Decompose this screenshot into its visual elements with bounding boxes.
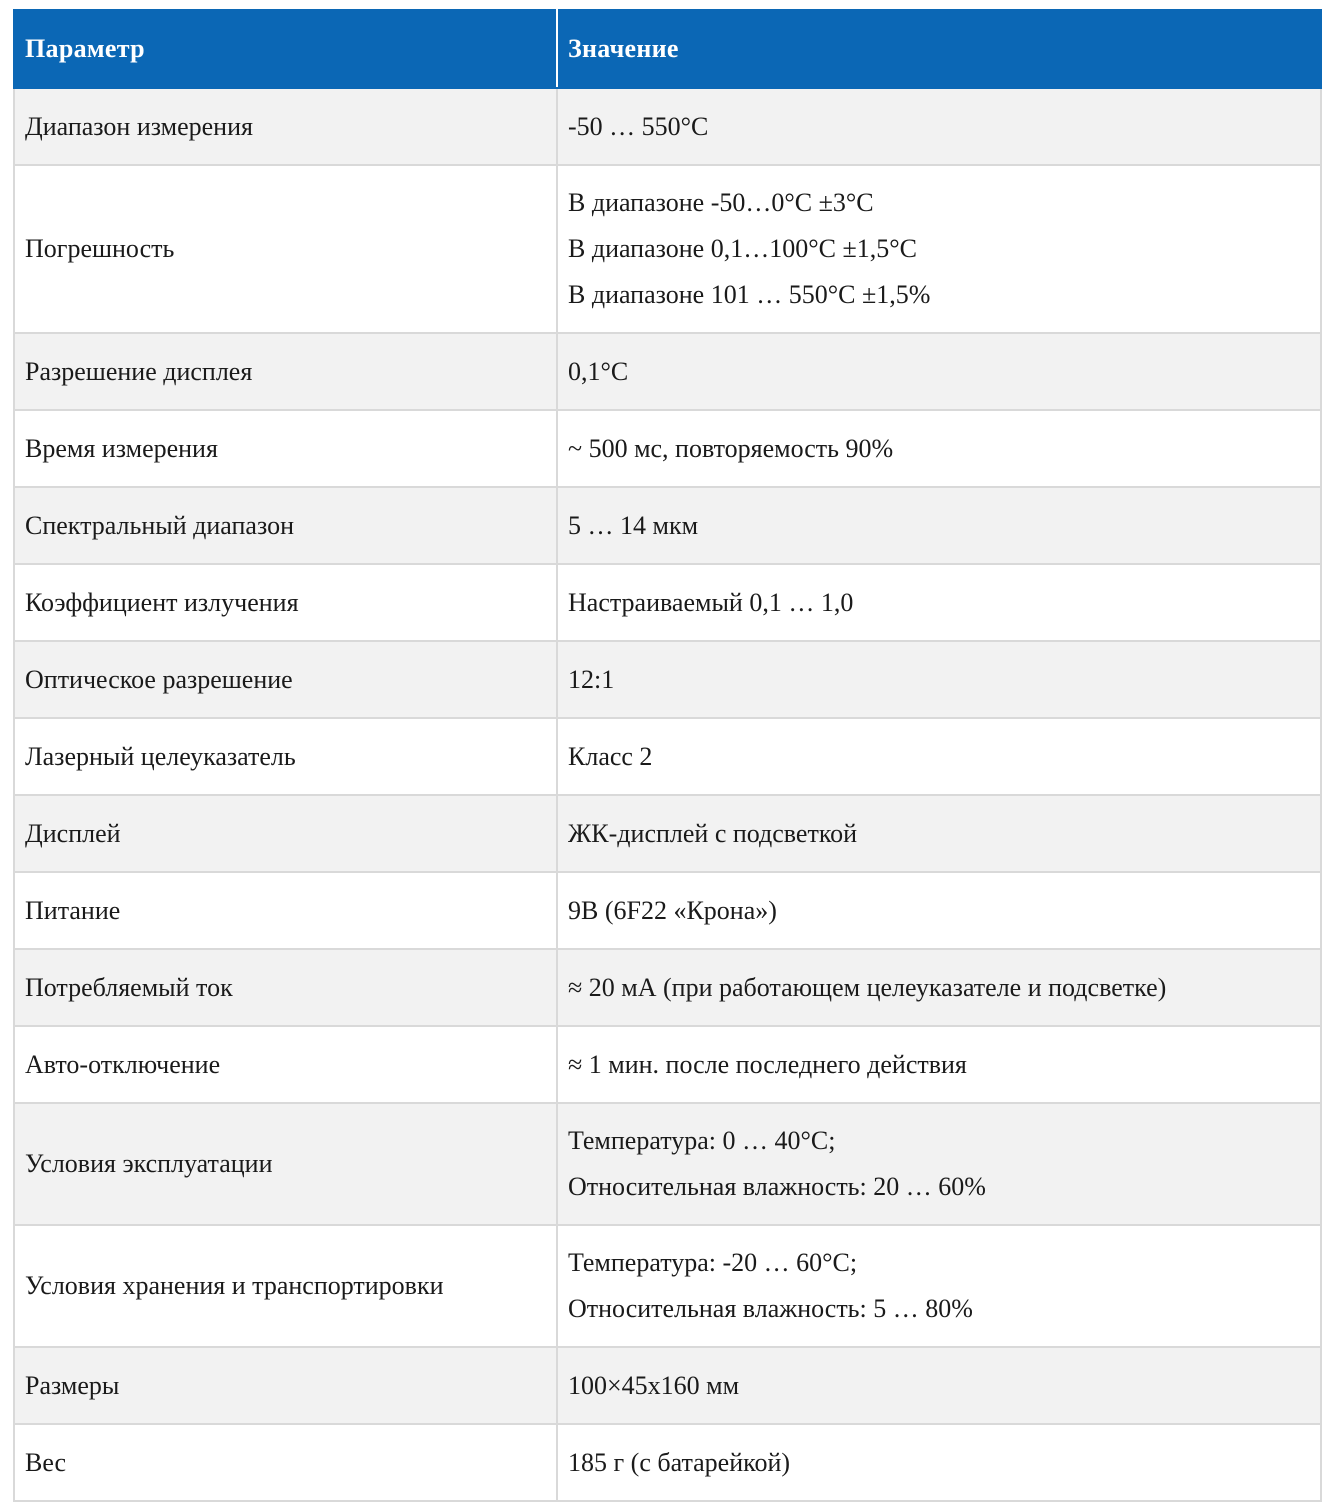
table-row [14, 872, 1321, 949]
value-line: ~ 500 мс, повторяемость 90% [568, 433, 894, 463]
table-row [14, 88, 1321, 165]
value-line: Относительная влажность: 5 … 80% [568, 1294, 973, 1323]
table-row [14, 487, 1321, 564]
value-line: Класс 2 [568, 741, 653, 771]
value-line: -50 … 550°С [568, 111, 709, 141]
value-line: 12:1 [568, 664, 615, 694]
table-row [14, 795, 1321, 872]
value-cell [557, 641, 1321, 718]
table-row [14, 1424, 1321, 1501]
parameter-cell: Авто-отключение [14, 1026, 557, 1103]
value-line: ≈ 20 мА (при работающем целеуказателе и подсветке) [568, 972, 1167, 1002]
value-cell [557, 333, 1321, 410]
parameter-cell: Дисплей [14, 795, 557, 872]
value-line: Настраиваемый 0,1 … 1,0 [568, 587, 854, 617]
table-row [14, 1225, 1321, 1347]
value-cell [557, 165, 1321, 333]
table-row [14, 1026, 1321, 1103]
value-cell [557, 1424, 1321, 1501]
value-cell [557, 564, 1321, 641]
value-cell [557, 1225, 1321, 1347]
value-cell [557, 718, 1321, 795]
value-line: 9В (6F22 «Крона») [568, 895, 777, 925]
table-row [14, 718, 1321, 795]
value-cell [557, 487, 1321, 564]
parameter-cell: Оптическое разрешение [14, 641, 557, 718]
table-row [14, 949, 1321, 1026]
table-row [14, 165, 1321, 333]
value-line: Температура: -20 … 60°С; [568, 1248, 858, 1277]
parameter-cell: Диапазон измерения [14, 88, 557, 165]
column-header-parameter: Параметр [14, 10, 557, 88]
value-line: 185 г (с батарейкой) [568, 1447, 791, 1477]
parameter-cell: Условия эксплуатации [14, 1103, 557, 1225]
value-cell [557, 410, 1321, 487]
value-line: 0,1°С [568, 356, 629, 386]
parameter-cell: Время измерения [14, 410, 557, 487]
parameter-cell: Разрешение дисплея [14, 333, 557, 410]
value-line: 100×45х160 мм [568, 1370, 740, 1400]
value-line: В диапазоне -50…0°С ±3°С [568, 188, 874, 217]
value-cell [557, 949, 1321, 1026]
column-header-value: Значение [557, 10, 1321, 88]
table-row [14, 564, 1321, 641]
spec-table-container [13, 9, 1320, 1502]
value-cell [557, 1026, 1321, 1103]
value-cell [557, 1103, 1321, 1225]
value-line: Температура: 0 … 40°С; [568, 1126, 836, 1155]
value-cell [557, 88, 1321, 165]
table-header-row [14, 10, 1321, 88]
table-row [14, 1103, 1321, 1225]
table-row [14, 410, 1321, 487]
value-line: В диапазоне 0,1…100°С ±1,5°С [568, 234, 917, 263]
table-row [14, 333, 1321, 410]
value-line: Относительная влажность: 20 … 60% [568, 1172, 986, 1201]
parameter-cell: Условия хранения и транспортировки [14, 1225, 557, 1347]
value-cell [557, 795, 1321, 872]
value-line: В диапазоне 101 … 550°С ±1,5% [568, 280, 931, 309]
value-cell [557, 1347, 1321, 1424]
parameter-cell: Погрешность [14, 165, 557, 333]
value-line: ЖК-дисплей с подсветкой [568, 818, 858, 848]
parameter-cell: Спектральный диапазон [14, 487, 557, 564]
value-line: ≈ 1 мин. после последнего действия [568, 1049, 967, 1079]
table-row [14, 1347, 1321, 1424]
spec-table [13, 9, 1322, 1502]
value-cell [557, 872, 1321, 949]
table-body [14, 88, 1321, 1501]
parameter-cell: Размеры [14, 1347, 557, 1424]
parameter-cell: Питание [14, 872, 557, 949]
parameter-cell: Потребляемый ток [14, 949, 557, 1026]
table-row [14, 641, 1321, 718]
value-line: 5 … 14 мкм [568, 510, 699, 540]
parameter-cell: Лазерный целеуказатель [14, 718, 557, 795]
parameter-cell: Коэффициент излучения [14, 564, 557, 641]
parameter-cell: Вес [14, 1424, 557, 1501]
